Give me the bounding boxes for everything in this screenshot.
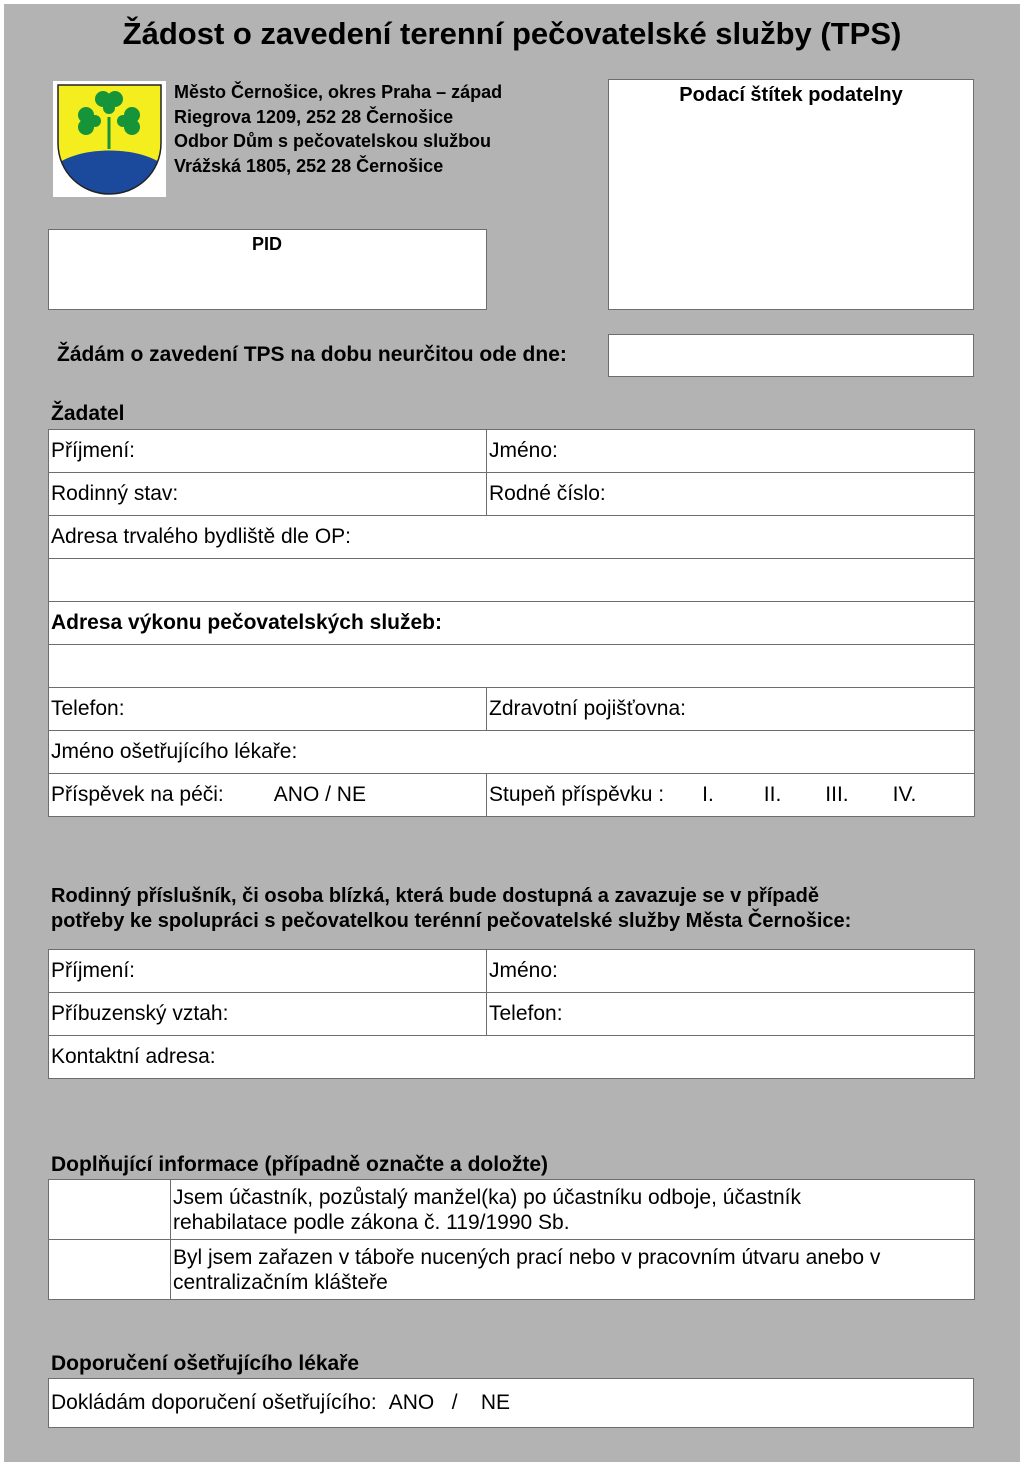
- office-line: Vrážská 1805, 252 28 Černošice: [174, 155, 444, 176]
- degree-option[interactable]: III.: [825, 783, 849, 806]
- stamp-box[interactable]: [608, 79, 974, 310]
- applicant-heading: Žadatel: [51, 402, 125, 425]
- field-label: Adresa výkonu pečovatelských služeb:: [51, 611, 442, 634]
- field-label: Jméno ošetřujícího lékaře:: [51, 740, 298, 763]
- table-row: [49, 602, 975, 645]
- table-row: [49, 950, 975, 993]
- table-row: [49, 559, 975, 602]
- table-row: [49, 645, 975, 688]
- applicant-name-field[interactable]: [487, 430, 975, 473]
- relative-heading-line: potřeby ke spolupráci s pečovatelkou terénní pečovatelské služby Města Černošice:: [51, 910, 852, 932]
- additional-heading: Doplňující informace (případně označte a doložte): [51, 1153, 549, 1176]
- additional-table: [48, 1179, 975, 1300]
- degree-option[interactable]: II.: [763, 783, 782, 806]
- contact-address-field[interactable]: [49, 1036, 975, 1079]
- pid-label: PID: [252, 234, 283, 254]
- allowance-options[interactable]: ANO / NE: [273, 783, 366, 806]
- relative-heading-line: Rodinný příslušník, či osoba blízká, která bude dostupná a zavazuje se v případě: [51, 885, 819, 907]
- relative-surname-field[interactable]: [49, 950, 487, 993]
- service-address-label-cell: [49, 602, 975, 645]
- doctor-rec-table: [48, 1378, 974, 1428]
- pid-box[interactable]: [48, 229, 487, 310]
- start-date-field[interactable]: [608, 334, 974, 377]
- relation-field[interactable]: [49, 993, 487, 1036]
- relative-table: [48, 949, 975, 1079]
- additional-item: [171, 1240, 975, 1300]
- relative-name-field[interactable]: [487, 950, 975, 993]
- table-row: [49, 774, 975, 817]
- field-label: Rodinný stav:: [51, 482, 179, 505]
- allowance-degree-field[interactable]: [487, 774, 975, 817]
- office-line: Město Černošice, okres Praha – západ: [174, 82, 503, 102]
- additional-item: [171, 1180, 975, 1240]
- table-row: [49, 731, 975, 774]
- degree-option[interactable]: IV.: [892, 783, 917, 806]
- service-address-field[interactable]: [49, 645, 975, 688]
- field-label: Rodné číslo:: [489, 482, 606, 505]
- table-row: [49, 1180, 975, 1240]
- page-title: Žádost o zavedení terenní pečovatelské služby (TPS): [122, 16, 902, 51]
- birth-number-field[interactable]: [487, 473, 975, 516]
- table-row: [49, 1379, 974, 1428]
- table-row: [49, 516, 975, 559]
- table-row: [49, 688, 975, 731]
- field-label: Zdravotní pojišťovna:: [489, 697, 686, 720]
- insurance-field[interactable]: [487, 688, 975, 731]
- field-label: Jméno:: [489, 439, 558, 462]
- item-line: Byl jsem zařazen v táboře nucených prací nebo v pracovním útvaru anebo v: [173, 1245, 881, 1269]
- stamp-label: Podací štítek podatelny: [679, 84, 903, 106]
- doctor-rec-options[interactable]: ANO / NE: [388, 1391, 511, 1414]
- item-line: centralizačním klášteře: [173, 1270, 388, 1294]
- marital-status-field[interactable]: [49, 473, 487, 516]
- relative-phone-field[interactable]: [487, 993, 975, 1036]
- table-row: [49, 473, 975, 516]
- table-row: [49, 1240, 975, 1300]
- office-address: [174, 80, 502, 178]
- item-line: rehabilatace podle zákona č. 119/1990 Sb.: [173, 1210, 570, 1234]
- item-line: Jsem účastník, pozůstalý manžel(ka) po účastníku odboje, účastník: [173, 1185, 801, 1209]
- field-label: Příjmení:: [51, 959, 136, 982]
- permanent-address-label-cell: [49, 516, 975, 559]
- office-line: Odbor Dům s pečovatelskou službou: [174, 131, 492, 151]
- field-label: Příbuzenský vztah:: [51, 1002, 229, 1025]
- doctor-name-field[interactable]: [49, 731, 975, 774]
- doctor-rec-heading: Doporučení ošetřujícího lékaře: [51, 1352, 360, 1375]
- doctor-rec-field[interactable]: [49, 1379, 974, 1428]
- care-allowance-field[interactable]: [49, 774, 487, 817]
- applicant-table: [48, 429, 975, 817]
- request-label: Žádám o zavedení TPS na dobu neurčitou ode dne:: [57, 343, 567, 366]
- applicant-phone-field[interactable]: [49, 688, 487, 731]
- field-label: Telefon:: [51, 697, 125, 720]
- field-label: Příjmení:: [51, 439, 136, 462]
- table-row: [49, 1036, 975, 1079]
- office-line: Riegrova 1209, 252 28 Černošice: [174, 106, 454, 127]
- additional-checkbox[interactable]: [49, 1240, 171, 1300]
- permanent-address-field[interactable]: [49, 559, 975, 602]
- coat-of-arms-logo: [53, 81, 166, 197]
- applicant-surname-field[interactable]: [49, 430, 487, 473]
- table-row: [49, 993, 975, 1036]
- additional-checkbox[interactable]: [49, 1180, 171, 1240]
- field-label: Telefon:: [489, 1002, 563, 1025]
- field-label: Stupeň příspěvku :: [489, 783, 665, 806]
- table-row: [49, 430, 975, 473]
- field-label: Kontaktní adresa:: [51, 1045, 216, 1068]
- field-label: Adresa trvalého bydliště dle OP:: [51, 525, 351, 548]
- field-label: Příspěvek na péči:: [51, 783, 224, 806]
- relative-heading: [51, 884, 851, 934]
- field-label: Dokládám doporučení ošetřujícího:: [51, 1391, 377, 1414]
- field-label: Jméno:: [489, 959, 558, 982]
- degree-option[interactable]: I.: [702, 783, 714, 806]
